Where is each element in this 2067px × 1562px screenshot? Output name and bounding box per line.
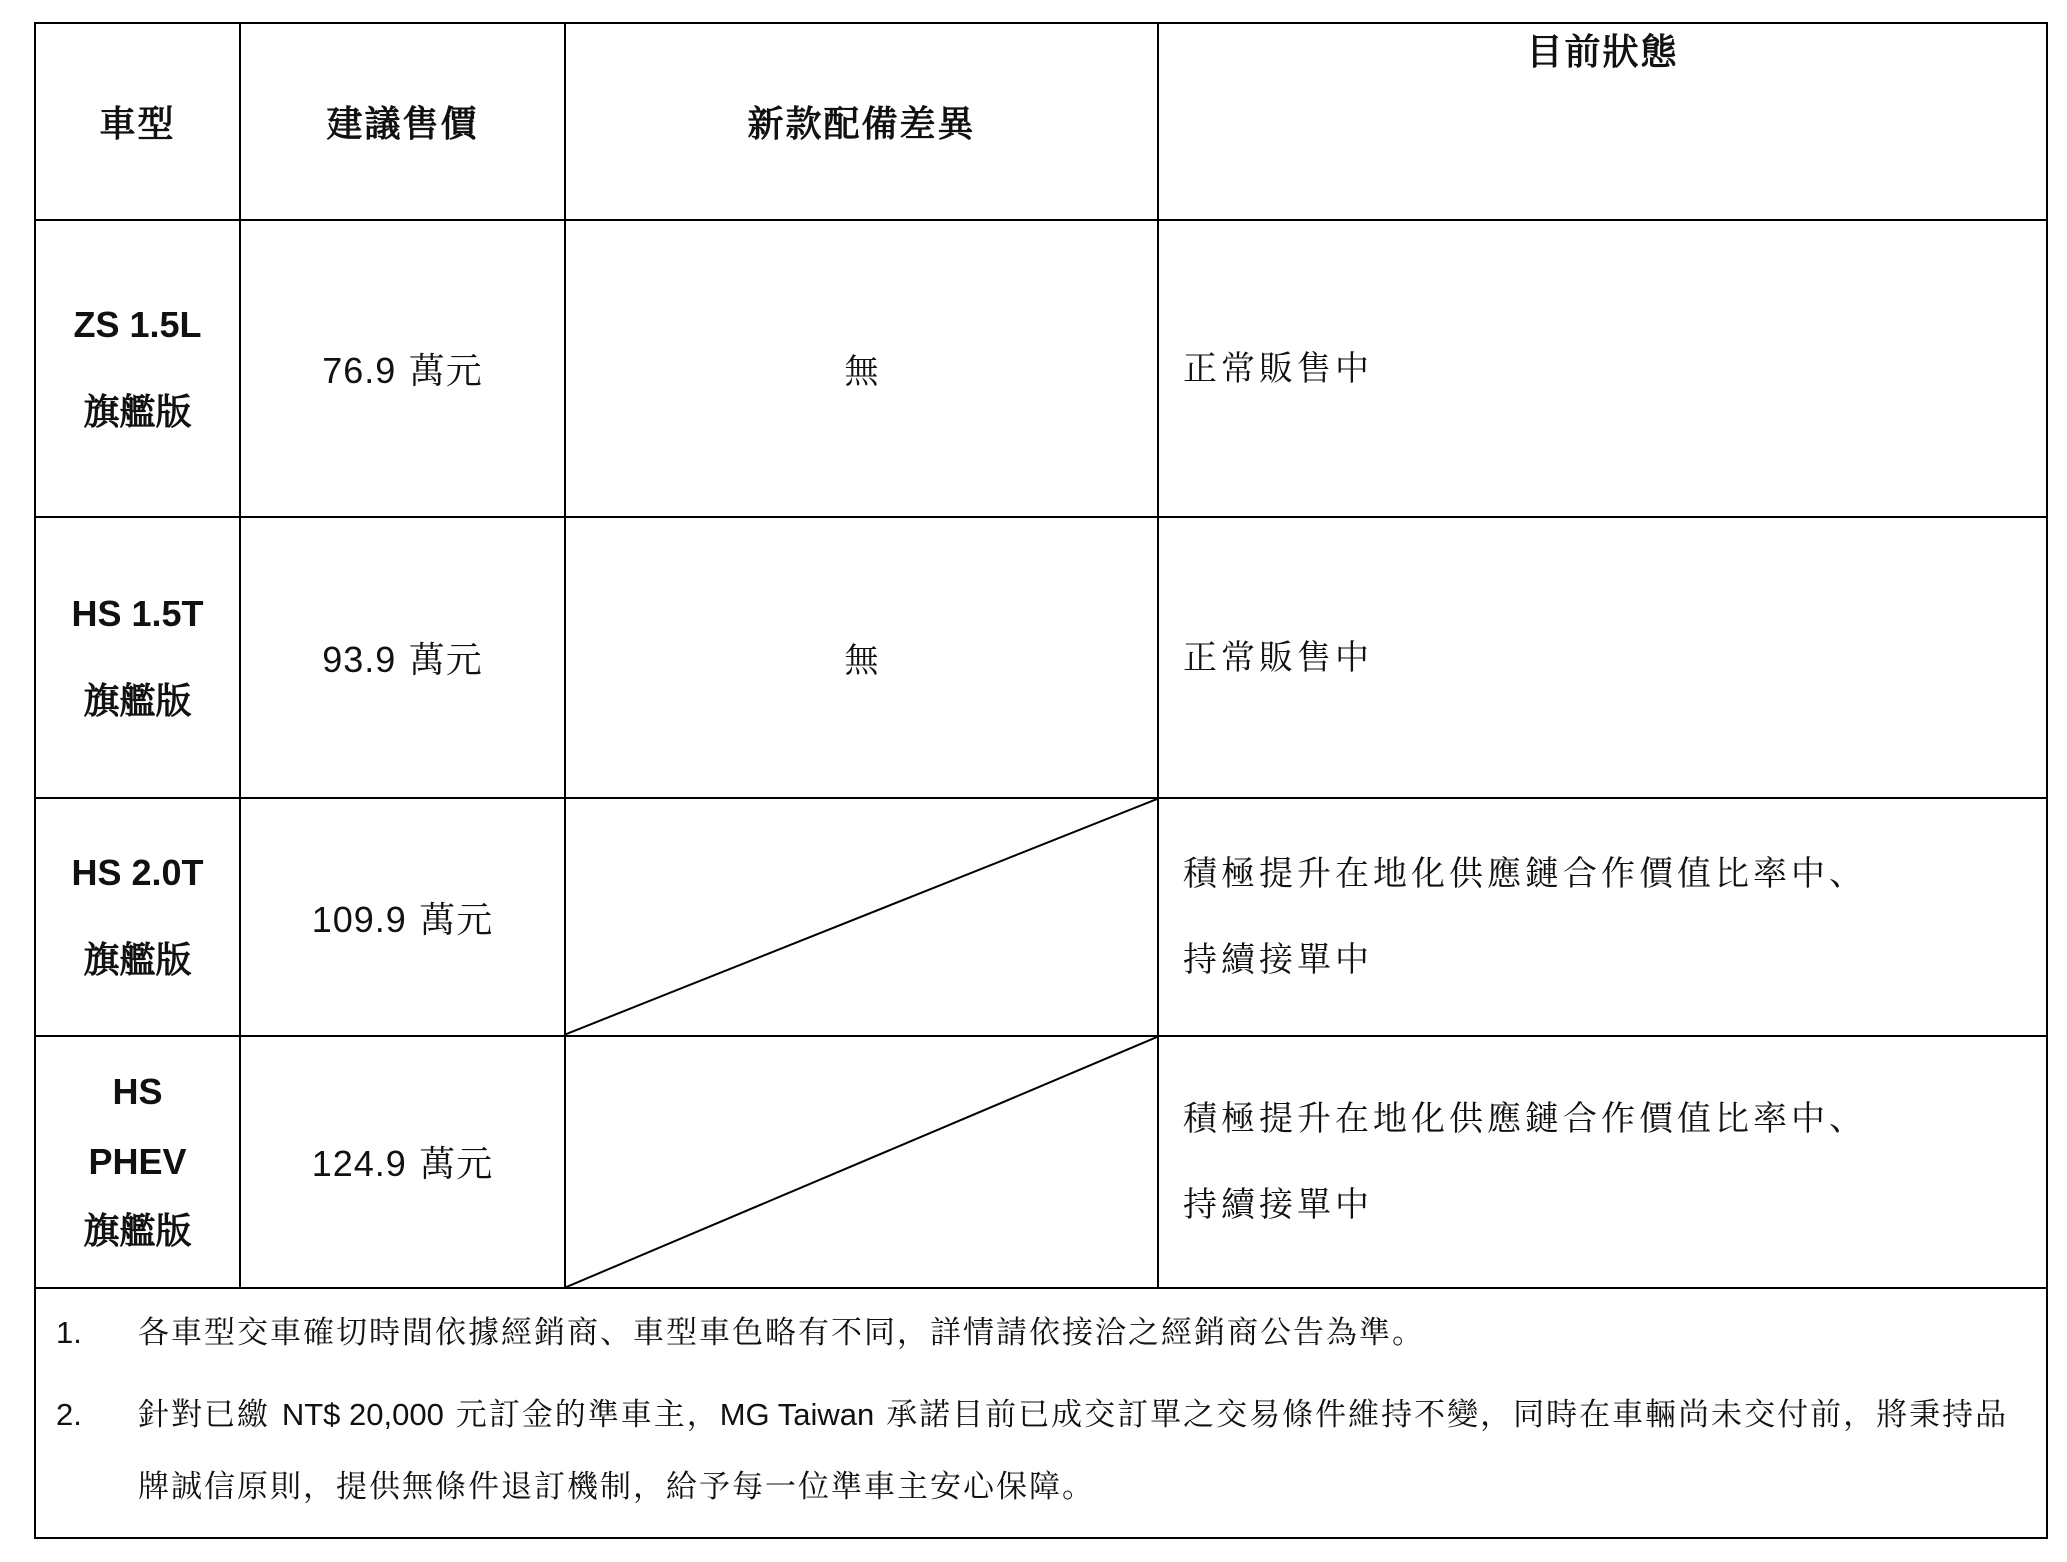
notes-cell [35, 1288, 2047, 1538]
status-cell [1158, 1036, 2047, 1288]
model-name: HS [112, 1070, 163, 1112]
status-cell [1158, 220, 2047, 517]
note-text [138, 1379, 2026, 1523]
equipment-diff-cell: 無 [565, 517, 1158, 798]
price-unit: 萬元 [419, 899, 494, 941]
table-row [35, 517, 2047, 798]
price-unit: 萬元 [419, 1144, 494, 1186]
note-text: 各車型交車確切時間依據經銷商、車型車色略有不同，詳情請依接洽之經銷商公告為準。 [138, 1314, 1425, 1351]
header-model: 車型 [35, 23, 240, 220]
price-unit: 萬元 [408, 640, 483, 682]
status-line: 持續接單中 [1183, 1184, 1373, 1225]
price-value: 109.9 [311, 898, 407, 940]
model-cell [35, 517, 240, 798]
diagonal-slash-line [566, 1037, 1157, 1287]
price-value: 93.9 [322, 639, 397, 681]
price-value: 124.9 [311, 1143, 407, 1185]
status-cell [1158, 517, 2047, 798]
model-name: HS 2.0T [71, 852, 204, 894]
model-cell [35, 798, 240, 1035]
equipment-diff-cell: 無 [565, 220, 1158, 517]
status-line: 持續接單中 [1183, 940, 1373, 981]
model-name: PHEV [88, 1140, 187, 1182]
deposit-amount: NT$ 20,000 [281, 1396, 444, 1432]
notes-row [35, 1288, 2047, 1538]
table-row [35, 1036, 2047, 1288]
model-cell [35, 1036, 240, 1288]
note-item [56, 1297, 2026, 1369]
price-unit: 萬元 [408, 351, 483, 393]
status-line: 積極提升在地化供應鏈合作價值比率中、 [1183, 1098, 1867, 1139]
table-row [35, 220, 2047, 517]
header-price: 建議售價 [240, 23, 565, 220]
header-row [35, 23, 2047, 220]
header-status: 目前狀態 [1158, 23, 2047, 220]
status-cell [1158, 798, 2047, 1035]
equipment-diff-empty-cell [565, 1036, 1158, 1288]
brand-name: MG Taiwan [719, 1396, 875, 1432]
diagonal-slash-line [566, 799, 1157, 1034]
model-trim: 旗艦版 [83, 940, 192, 982]
price-value: 76.9 [322, 350, 397, 392]
model-name: HS 1.5T [71, 592, 204, 634]
model-trim: 旗艦版 [83, 1210, 192, 1252]
note-text-part: 針對已繳 [138, 1396, 282, 1433]
table-row [35, 798, 2047, 1035]
note-text-part: 元訂金的準車主， [443, 1396, 720, 1433]
model-name: ZS 1.5L [73, 303, 202, 345]
status-line: 積極提升在地化供應鏈合作價值比率中、 [1183, 854, 1867, 895]
note-number: 1. [56, 1314, 82, 1350]
price-cell [240, 517, 565, 798]
model-cell [35, 220, 240, 517]
status-line: 正常販售中 [1183, 348, 1373, 389]
status-line: 正常販售中 [1183, 637, 1373, 678]
header-equipment-diff: 新款配備差異 [565, 23, 1158, 220]
model-trim: 旗艦版 [83, 391, 192, 433]
note-text-part: 承諾目前已成交訂單之交易條件維持不變，同時在車輛尚未交付前，將秉持品牌誠信原則，提供無條件退訂機制，給予每一位準車主安心保障。 [138, 1396, 2009, 1505]
price-cell [240, 220, 565, 517]
equipment-diff-empty-cell [565, 798, 1158, 1035]
note-item [56, 1379, 2026, 1523]
price-status-table [34, 22, 2048, 1539]
note-number: 2. [56, 1396, 82, 1432]
price-cell [240, 798, 565, 1035]
price-cell [240, 1036, 565, 1288]
model-trim: 旗艦版 [83, 680, 192, 722]
